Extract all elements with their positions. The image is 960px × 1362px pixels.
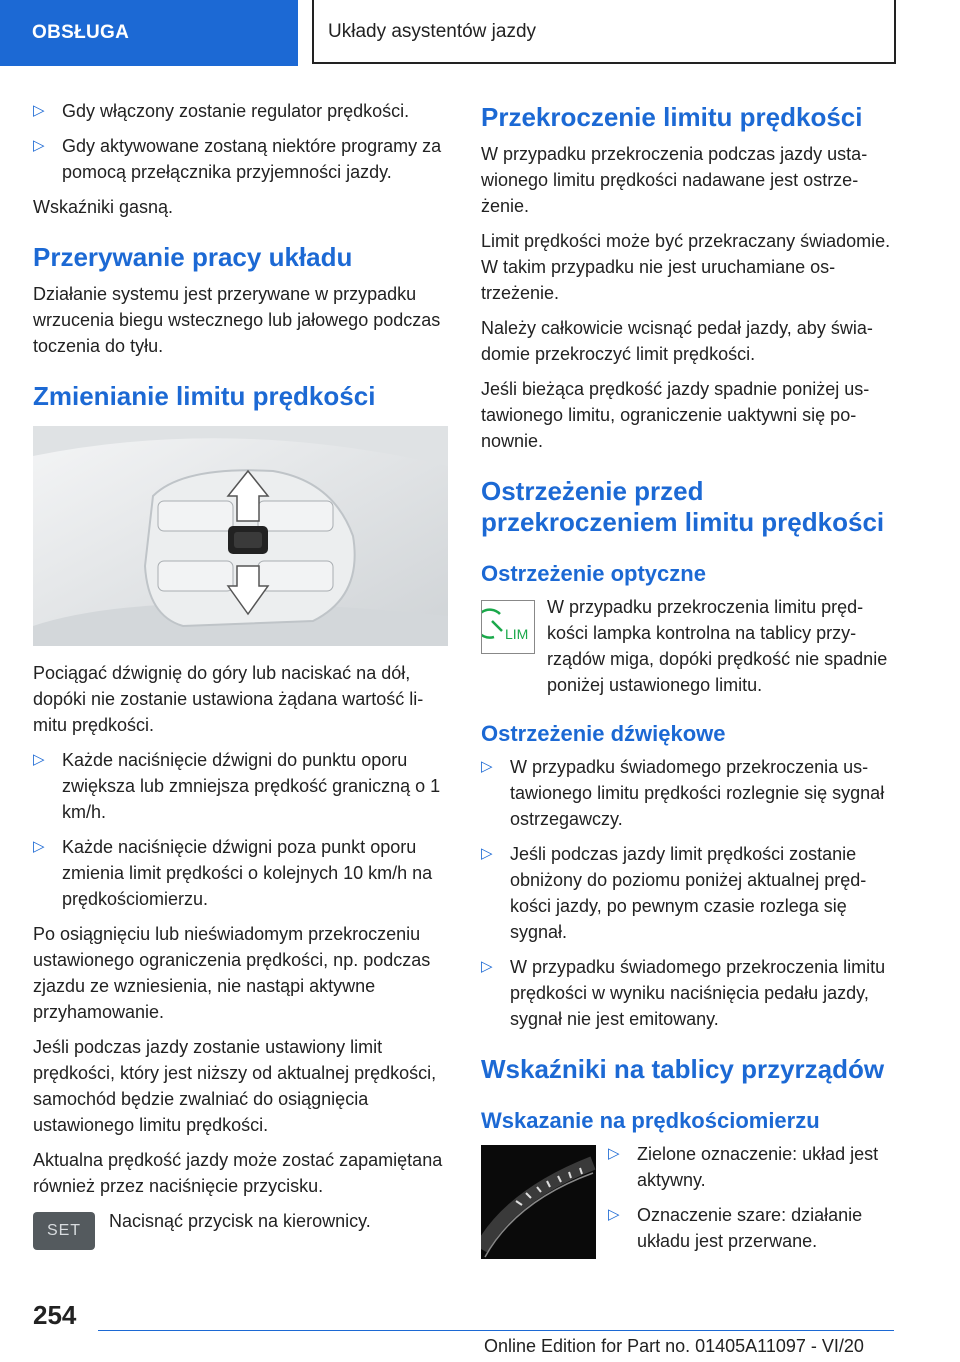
speedometer-image	[481, 1145, 596, 1259]
paragraph: W przypadku przekroczenia podczas jazdy ustawionego limitu prędkości nadawane jest ostrzeżenie.	[481, 144, 868, 216]
bullet-list-change	[33, 747, 448, 912]
footer-edition: Online Edition for Part no. 01405A11097 - VI/20	[484, 1336, 864, 1356]
triangle-bullet-icon: ▷	[33, 102, 45, 119]
bullet-list-top	[33, 98, 448, 185]
page-header	[0, 0, 960, 66]
triangle-bullet-icon: ▷	[481, 845, 493, 862]
triangle-bullet-icon: ▷	[33, 137, 45, 154]
list-item: ▷ Oznaczenie szare: działanie układu jest przerwane.	[608, 1202, 896, 1254]
paragraph: Wskaźniki gasną.	[33, 197, 174, 217]
heading-exceed: Przekroczenie limitu prędkości	[481, 102, 863, 132]
speedometer-row	[481, 1141, 896, 1256]
heading-speedometer: Wskazanie na prędkościomierzu	[481, 1108, 820, 1133]
paragraph: Aktualna prędkość jazdy może zostać zapamiętana również przez naciśnięcie przycisku.	[33, 1150, 443, 1196]
right-column	[481, 98, 896, 1256]
list-item: ▷ Gdy włączony zostanie regulator prędkości.	[33, 98, 448, 124]
triangle-bullet-icon: ▷	[608, 1206, 620, 1223]
chapter-title: Układy asystentów jazdy	[312, 0, 896, 64]
list-item: ▷ Każde naciśnięcie dźwigni poza punkt oporu zmienia limit prędkości o kolejnych 10 km/h na prędkościomierzu.	[33, 834, 448, 912]
paragraph: Po osiągnięciu lub nieświadomym przekroczeniu ustawionego ograniczenia prędkości, np. podczas zjazdu ze wzniesienia, nie nastąpi aktywne przyhamowanie.	[33, 924, 431, 1022]
paragraph: W przypadku przekroczenia limitu prędkości lampka kontrolna na tablicy przyrządów miga, dopóki prędkość nie spadnie poniżej ustawionego limitu.	[547, 597, 888, 695]
paragraph: Pociągać dźwignię do góry lub naciskać na dół, dopóki nie zostanie ustawiona żądana wartość limitu prędkości.	[33, 663, 424, 735]
list-item: ▷ W przypadku świadomego przekroczenia limitu prędkości w wyniku naciśnięcia pedału jazdy, sygnał nie jest emitowany.	[481, 954, 896, 1032]
list-item: ▷ W przypadku świadomego przekroczenia ustawionego limitu prędkości rozlegnie się sygnał ostrzegawczy.	[481, 754, 896, 832]
heading-interrupt: Przerywanie pracy układu	[33, 242, 353, 272]
footer-divider	[98, 1330, 894, 1331]
list-item: ▷ Zielone oznaczenie: układ jest aktywny.	[608, 1141, 896, 1193]
heading-change-limit: Zmienianie limitu prędkości	[33, 381, 376, 411]
section-tab: OBSŁUGA	[0, 0, 298, 66]
svg-text:LIM: LIM	[505, 626, 529, 642]
list-item: ▷ Każde naciśnięcie dźwigni do punktu oporu zwiększa lub zmniejsza prędkość graniczną o 1 km/h.	[33, 747, 448, 825]
paragraph: Działanie systemu jest przerywane w przypadku wrzucenia biegu wstecznego lub jałowego podczas toczenia do tyłu.	[33, 284, 441, 356]
list-item: ▷ Gdy aktywowane zostaną niektóre programy za pomocą przełącznika przyjemności jazdy.	[33, 133, 448, 185]
heading-acoustic: Ostrzeżenie dźwiękowe	[481, 721, 726, 746]
paragraph: Jeśli bieżąca prędkość jazdy spadnie poniżej ustawionego limitu, ograniczenie uaktywni się ponownie.	[481, 379, 870, 451]
heading-indicators: Wskaźniki na tablicy przyrządów	[481, 1054, 885, 1084]
bullet-list-acoustic	[481, 754, 896, 1032]
set-button-row	[33, 1208, 448, 1254]
triangle-bullet-icon: ▷	[33, 751, 45, 768]
triangle-bullet-icon: ▷	[481, 958, 493, 975]
lim-warning-icon	[481, 600, 535, 654]
paragraph: Należy całkowicie wcisnąć pedał jazdy, aby świadomie przekroczyć limit prędkości.	[481, 318, 873, 364]
left-column	[33, 98, 448, 1254]
set-button-icon: SET	[33, 1212, 95, 1250]
heading-warning: Ostrzeżenie przed przekroczeniem limitu prędkości	[481, 476, 885, 537]
page-number: 254	[33, 1300, 77, 1330]
heading-optical: Ostrzeżenie optyczne	[481, 561, 706, 586]
steering-wheel-photo	[33, 426, 448, 646]
paragraph: Jeśli podczas jazdy zostanie ustawiony limit prędkości, który jest niższy od aktualnej prędkości, samochód będzie zwalniać do osiągnięcia ustawionego limitu prędkości.	[33, 1037, 437, 1135]
paragraph: Nacisnąć przycisk na kierownicy.	[109, 1211, 371, 1231]
list-item: ▷ Jeśli podczas jazdy limit prędkości zostanie obniżony do poziomu poniżej aktualnej prędkości jazdy, po pewnym czasie rozlega się sygnał.	[481, 841, 896, 945]
triangle-bullet-icon: ▷	[481, 758, 493, 775]
triangle-bullet-icon: ▷	[33, 838, 45, 855]
lim-indicator-row	[481, 594, 896, 698]
paragraph: Limit prędkości może być przekraczany świadomie. W takim przypadku nie jest uruchamiane ostrzeżenie.	[481, 231, 891, 303]
triangle-bullet-icon: ▷	[608, 1145, 620, 1162]
